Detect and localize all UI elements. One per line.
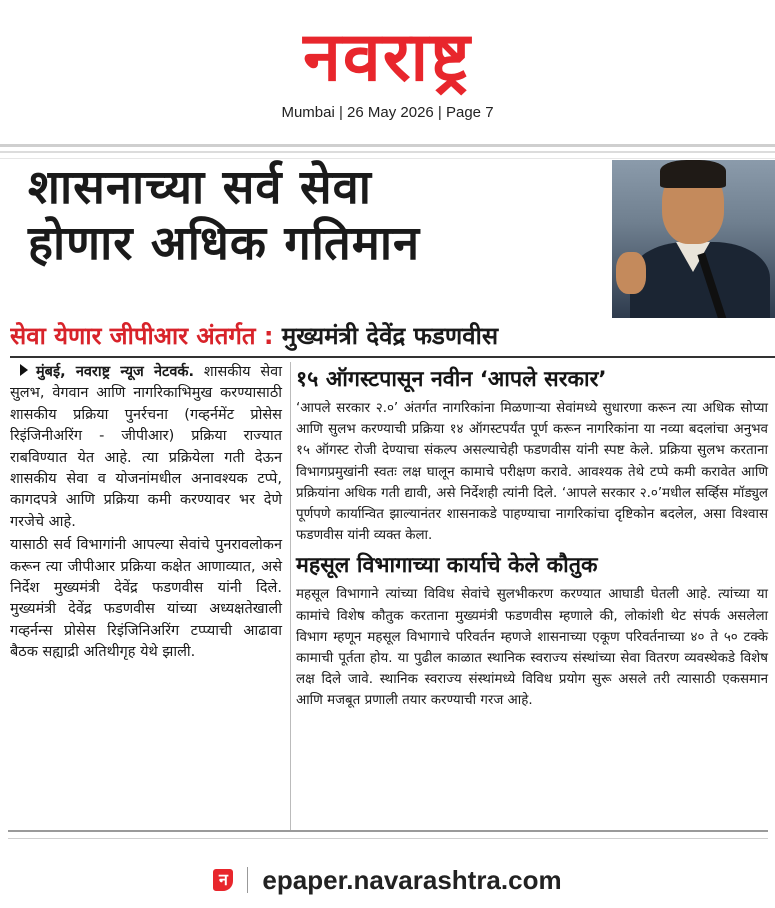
chief-minister-photo (612, 160, 775, 318)
bullet-triangle-icon (20, 364, 28, 376)
header-divider-secondary (0, 151, 775, 153)
left-column (10, 362, 282, 666)
article-subhead (10, 318, 775, 354)
column-divider (290, 362, 291, 830)
headline-line-1: शासनाच्या सर्व सेवा (28, 160, 372, 215)
left-lead-para (10, 362, 282, 533)
epaper-link[interactable]: epaper.navarashtra.com (262, 864, 562, 895)
headline-line-2: होणार अधिक गतिमान (28, 216, 421, 271)
left-para-1: शासकीय सेवा सुलभ, वेगवान आणि नागरिकाभिमुख करण्यासाठी शासकीय प्रक्रिया पुनर्रचना (गव्हर्नमेंट प्रोसेस रिइंजिनीअरिंग - जीपीआर) प्रक्रिया राज्यात राबविण्यात येत आहे. त्या प्रक्रियेला गती देऊन शासकीय सेवा व योजनांमधील अनावश्यक टप्पे, कागदपत्रे आणि प्रक्रिया कमी करण्यावर भर देणे गरजेचे आहे. (10, 364, 282, 530)
subhead-red-part: सेवा येणार जीपीआर अंतर्गत : (10, 322, 274, 350)
right-column (296, 362, 768, 718)
dateline: Mumbai | 26 May 2026 | Page 7 (281, 104, 494, 121)
footer-divider (8, 830, 768, 832)
article-headline (28, 160, 628, 272)
footer-separator (247, 867, 248, 893)
photo-hand (616, 252, 646, 294)
photo-hair (660, 160, 726, 188)
subhead-divider (10, 356, 775, 358)
subhead-black-part: मुख्यमंत्री देवेंद्र फडणवीस (273, 322, 499, 350)
dateline-lead: मुंबई, नवराष्ट्र न्यूज नेटवर्क. (36, 364, 195, 380)
right-para-2: महसूल विभागाने त्यांच्या विविध सेवांचे सुलभीकरण करण्यात आघाडी घेतली आहे. त्यांच्या या कामांचे विशेष कौतुक करताना मुख्यमंत्री फडणवीस म्हणाले की, लोकांशी थेट संपर्क असलेला विभाग म्हणून महसूल विभागाचे परिवर्तन म्हणजे शासनाच्या एकूण परिवर्तनाच्या ४० ते ५० टक्के कामाची पूर्तता होय. या पुढील काळात स्थानिक स्वराज्य संस्थांच्या सेवा वितरण व्यवस्थेकडे विशेष लक्ष दिले जावे. स्थानिक स्वराज्य संस्थांमध्ये विविध प्रयोग सुरू असले तरी त्यासाठी एकसमान आणि मजबूत प्रणाली तयार करण्याची गरज आहे. (296, 587, 768, 709)
navarashtra-logo-icon: न (213, 869, 233, 891)
masthead-logo: नवराष्ट्र (303, 18, 472, 97)
right-heading-1: १५ ऑगस्टपासून नवीन ‘आपले सरकार’ (296, 367, 607, 392)
footer-divider-secondary (8, 838, 768, 839)
right-para-1: ‘आपले सरकार २.०’ अंतर्गत नागरिकांना मिळणाऱ्या सेवांमध्ये सुधारणा करून त्या अधिक सोप्या आणि सुलभ करण्याची प्रक्रिया १४ ऑगस्टपर्यंत पूर्ण करून नागरिकांना या नव्या बदलांचा अनुभव १५ ऑगस्ट रोजी देण्याचा संकल्प असल्याचेही फडणवीस यांनी स्पष्ट केले. प्रक्रिया सुलभ करताना विभागप्रमुखांनी स्वतः लक्ष घालून कामाचे परीक्षण करावे. आवश्यक तेथे टप्पे कमी करावेत आणि प्रक्रियांना अधिक गती द्यावी, असे निर्देशही त्यांनी दिले. ‘आपले सरकार २.०’मधील सर्व्हिस मॉड्युल पूर्णपणे कार्यान्वित झाल्यानंतर शासनाकडे पाहण्याचा नागरिकांचा दृष्टिकोन बदलेल, असा विश्वास फडणवीस यांनी व्यक्त केला. (296, 401, 768, 544)
right-heading-2: महसूल विभागाच्या कार्याचे केले कौतुक (296, 553, 598, 579)
header-divider-tertiary (0, 158, 775, 159)
header-divider (0, 144, 775, 147)
left-para-2: यासाठी सर्व विभागांनी आपल्या सेवांचे पुनरावलोकन करून त्या जीपीआर प्रक्रिया कक्षेत आणाव्यात, असे निर्देश मुख्यमंत्री देवेंद्र फडणवीस यांनी दिले. मुख्यमंत्री देवेंद्र फडणवीस यांच्या अध्यक्षतेखाली गव्हर्नन्स प्रोसेस रिइंजिनिअरिंग टप्प्याची आढावा बैठक सह्याद्री अतिथीगृह येथे झाली. (10, 537, 282, 661)
footer (0, 860, 775, 900)
